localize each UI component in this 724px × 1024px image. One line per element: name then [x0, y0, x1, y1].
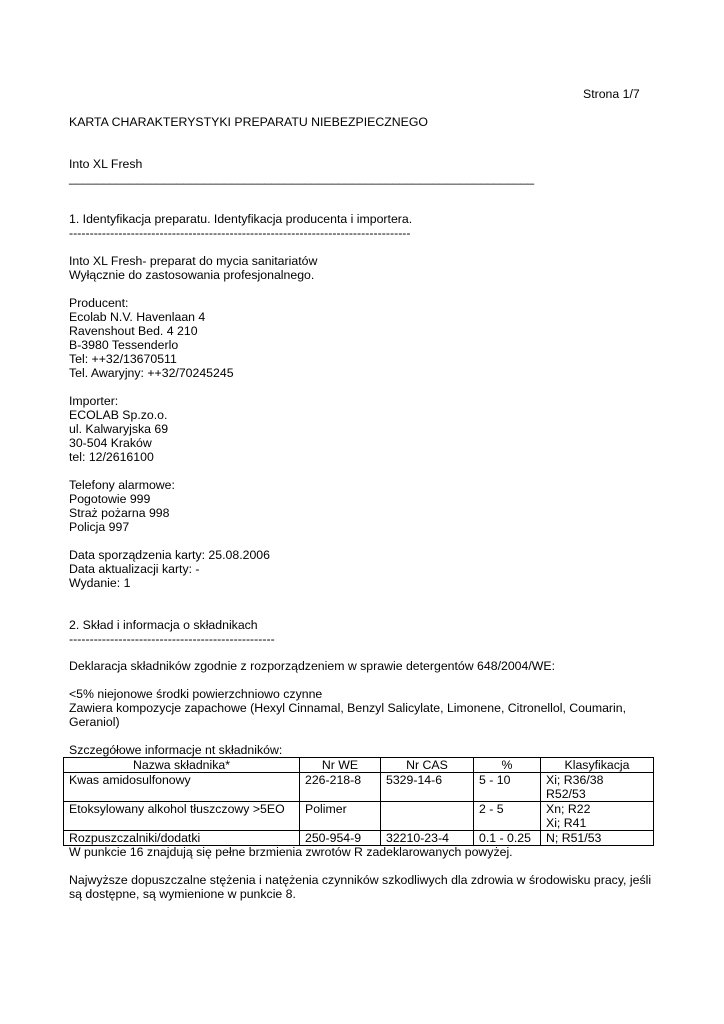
page-number: Strona 1/7 [583, 87, 640, 101]
table-header-row [64, 758, 654, 773]
col-header-percent: % [474, 758, 541, 773]
cell-cas: 32210-23-4 [381, 831, 474, 846]
emergency-phones-block: Telefony alarmowe: Pogotowie 999 Straż pożarna 998 Policja 997 [69, 478, 175, 534]
cell-cas [381, 802, 474, 831]
cell-classification: Xn; R22 Xi; R41 [541, 802, 654, 831]
exposure-limits-note: Najwyższe dopuszczalne stężenia i natężenia czynników szkodliwych dla zdrowia w środowisku pracy, jeśli są dostępne, są wymienione w punkcie 8. [69, 873, 652, 901]
cell-classification: N; R51/53 [541, 831, 654, 846]
col-header-cas: Nr CAS [381, 758, 474, 773]
product-name: Into XL Fresh [69, 157, 143, 171]
section2-heading: 2. Skład i informacja o składnikach [69, 618, 258, 632]
section2-dashes: -------------------------------------------------- [69, 632, 275, 646]
cell-percent: 0.1 - 0.25 [474, 831, 541, 846]
product-description: Into XL Fresh- preparat do mycia sanitariatów Wyłącznie do zastosowania profesjonalnego. [69, 254, 318, 282]
details-label: Szczegółowe informacje nt składników: [69, 743, 283, 757]
declaration-text: Deklaracja składników zgodnie z rozporządzeniem w sprawie detergentów 648/2004/WE: [69, 659, 555, 673]
cell-cas: 5329-14-6 [381, 773, 474, 802]
cell-percent: 5 - 10 [474, 773, 541, 802]
section1-heading: 1. Identyfikacja preparatu. Identyfikacja producenta i importera. [69, 212, 413, 226]
document-title: KARTA CHARAKTERYSTYKI PREPARATU NIEBEZPIECZNEGO [69, 115, 428, 129]
table-row [64, 773, 654, 802]
importer-block: Importer: ECOLAB Sp.zo.o. ul. Kalwaryjska 69 30-504 Kraków tel: 12/2616100 [69, 394, 169, 464]
cell-name: Kwas amidosulfonowy [64, 773, 300, 802]
col-header-we: Nr WE [300, 758, 381, 773]
producer-block: Producent: Ecolab N.V. Havenlaan 4 Ravenshout Bed. 4 210 B-3980 Tessenderlo Tel: ++32/13670511 Tel. Awaryjny: ++32/70245245 [69, 296, 234, 380]
r-phrases-note: W punkcie 16 znajdują się pełne brzmienia zwrotów R zadeklarowanych powyżej. [69, 845, 513, 859]
cell-name: Etoksylowany alkohol tłuszczowy >5EO [64, 802, 300, 831]
ingredients-table [63, 757, 654, 846]
table-row [64, 802, 654, 831]
cell-we: 226-218-8 [300, 773, 381, 802]
cell-percent: 2 - 5 [474, 802, 541, 831]
ingredients-declaration: <5% niejonowe środki powierzchniowo czynne Zawiera kompozycje zapachowe (Hexyl Cinnamal, Benzyl Salicylate, Limonene, Citronellol, Coumarin, Geraniol) [69, 687, 627, 729]
dates-block: Data sporządzenia karty: 25.08.2006 Data aktualizacji karty: - Wydanie: 1 [69, 548, 270, 590]
cell-we: Polimer [300, 802, 381, 831]
col-header-classification: Klasyfikacja [541, 758, 654, 773]
cell-classification: Xi; R36/38 R52/53 [541, 773, 654, 802]
col-header-name: Nazwa składnika* [64, 758, 300, 773]
cell-we: 250-954-9 [300, 831, 381, 846]
table-row [64, 831, 654, 846]
cell-name: Rozpuszczalniki/dodatki [64, 831, 300, 846]
title-underline: _____________________________________________________________________ [69, 171, 534, 185]
section1-dashes: ----------------------------------------------------------------------------------- [69, 226, 411, 240]
